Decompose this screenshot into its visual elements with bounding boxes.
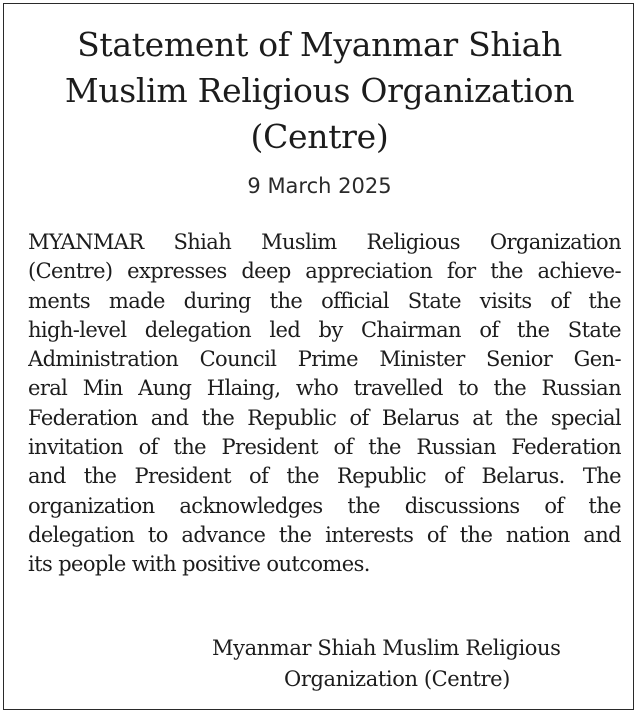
- body-line: invitation of the President of the Russian Federation: [28, 435, 621, 460]
- body-line: its people with positive outcomes.: [28, 552, 370, 577]
- body-line: Administration Council Prime Minister Senior Gen-: [28, 347, 621, 372]
- statement-date: 9 March 2025: [247, 174, 392, 198]
- body-line: Federation and the Republic of Belarus at the special: [28, 405, 621, 430]
- title-line: Statement of Myanmar Shiah: [77, 25, 562, 64]
- statement-title: [4, 22, 635, 160]
- title-line: Muslim Religious Organization: [64, 71, 575, 110]
- body-line: (Centre) expresses deep appreciation for the achieve-: [28, 259, 621, 284]
- signature-line: Organization (Centre): [284, 667, 510, 691]
- body-line: and the President of the Republic of Belarus. The: [28, 464, 621, 489]
- body-line: delegation to advance the interests of the nation and: [28, 522, 621, 547]
- title-line: (Centre): [250, 117, 389, 156]
- signature-line: Myanmar Shiah Muslim Religious: [212, 636, 561, 660]
- body-line: organization acknowledges the discussions of the: [28, 493, 621, 518]
- body-line: high-level delegation led by Chairman of the State: [28, 317, 621, 342]
- body-line: eral Min Aung Hlaing, who travelled to the Russian: [28, 376, 621, 401]
- statement-body: [28, 228, 621, 580]
- statement-frame: [3, 3, 634, 710]
- body-line: ments made during the official State visits of the: [28, 288, 621, 313]
- body-line: MYANMAR Shiah Muslim Religious Organization: [28, 230, 621, 254]
